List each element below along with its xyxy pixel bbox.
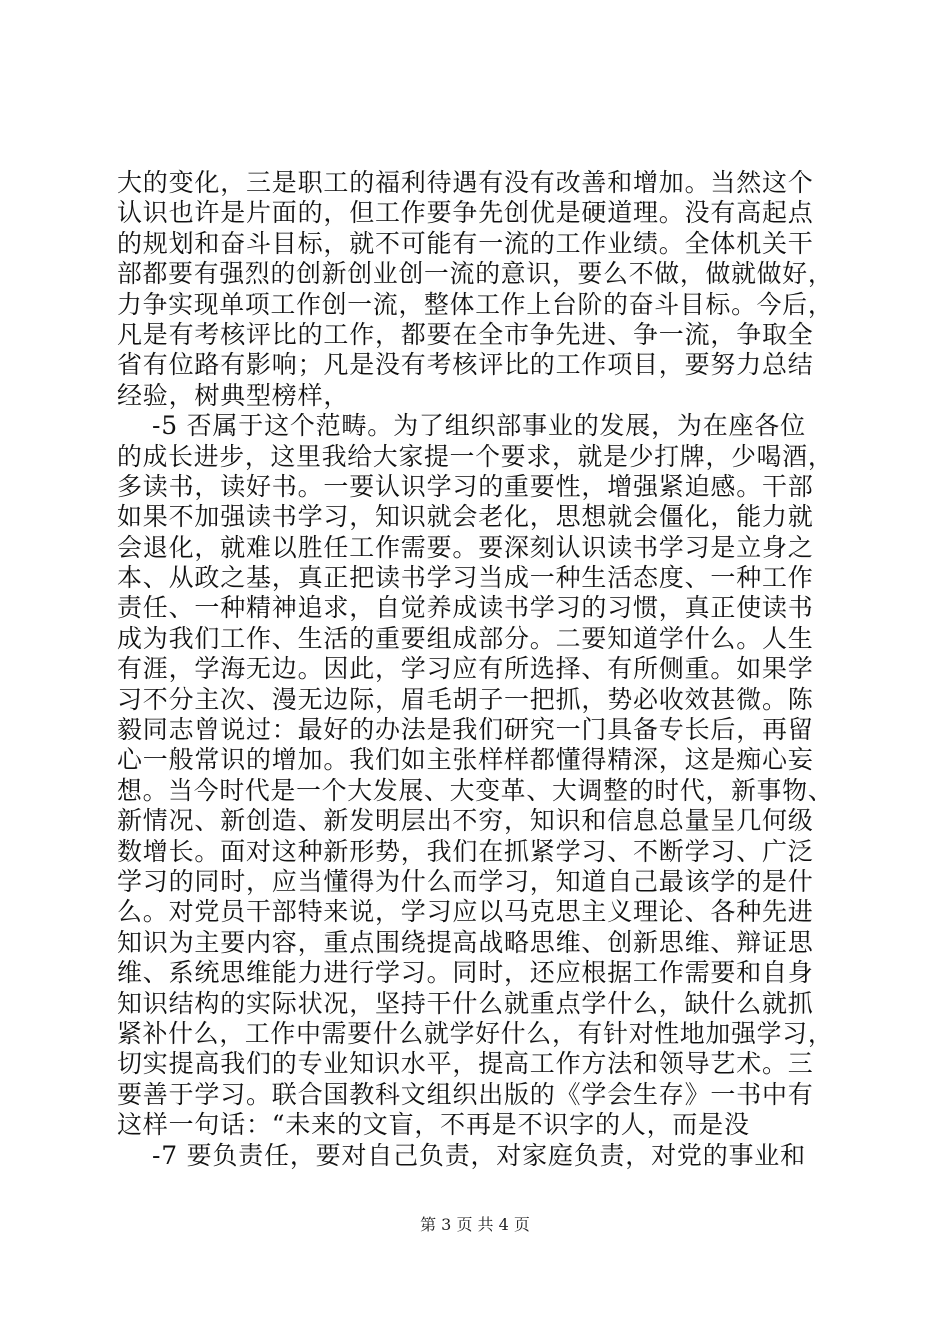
text-line: 么。对党员干部特来说，学习应以马克思主义理论、各种先进 [117,897,814,927]
text-line: 这样一句话：“未来的文盲，不再是不识字的人，而是没 [117,1110,750,1140]
text-line: 的规划和奋斗目标，就不可能有一流的工作业绩。全体机关干 [117,228,814,258]
text-line: 有涯，学海无边。因此，学习应有所选择、有所侧重。如果学 [117,654,814,684]
text-line: 习不分主次、漫无边际，眉毛胡子一把抓，势必收效甚微。陈 [117,684,814,714]
text-line: -5 否属于这个范畴。为了组织部事业的发展，为在座各位 [117,411,806,441]
page-footer: 第 3 页 共 4 页 [420,1215,530,1234]
text-line: 省有位路有影响；凡是没有考核评比的工作项目，要努力总结 [117,350,814,380]
text-line: 切实提高我们的专业知识水平，提高工作方法和领导艺术。三 [117,1049,814,1079]
text-line: -7 要负责任，要对自己负责，对家庭负责，对党的事业和 [117,1140,806,1170]
text-line: 部都要有强烈的创新创业创一流的意识，要么不做，做就做好， [117,259,834,289]
text-line: 心一般常识的增加。我们如主张样样都懂得精深，这是痴心妄 [117,745,814,775]
text-line: 知识结构的实际状况，坚持干什么就重点学什么，缺什么就抓 [117,988,814,1018]
text-line: 新情况、新创造、新发明层出不穷，知识和信息总量呈几何级 [117,806,814,836]
text-line: 如果不加强读书学习，知识就会老化，思想就会僵化，能力就 [117,502,814,532]
text-line: 数增长。面对这种新形势，我们在抓紧学习、不断学习、广泛 [117,836,814,866]
text-line: 多读书，读好书。一要认识学习的重要性，增强紧迫感。干部 [117,471,814,501]
text-line: 责任、一种精神追求，自觉养成读书学习的习惯，真正使读书 [117,593,814,623]
text-line: 成为我们工作、生活的重要组成部分。二要知道学什么。人生 [117,623,814,653]
text-line: 大的变化，三是职工的福利待遇有没有改善和增加。当然这个 [117,168,814,197]
text-line: 经验，树典型榜样， [117,380,350,410]
text-line: 紧补什么，工作中需要什么就学好什么，有针对性地加强学习， [117,1018,834,1048]
text-line: 的成长进步，这里我给大家提一个要求，就是少打牌，少喝酒， [117,441,834,471]
text-line: 毅同志曾说过：最好的办法是我们研究一门具备专长后，再留 [117,715,814,745]
text-line: 维、系统思维能力进行学习。同时，还应根据工作需要和自身 [117,958,814,988]
text-line: 凡是有考核评比的工作，都要在全市争先进、争一流，争取全 [117,319,814,349]
body-text [117,168,833,1171]
text-line: 本、从政之基，真正把读书学习当成一种生活态度、一种工作 [117,563,814,593]
text-line: 知识为主要内容，重点围绕提高战略思维、创新思维、辩证思 [117,927,814,957]
text-line: 力争实现单项工作创一流，整体工作上台阶的奋斗目标。今后， [117,289,834,319]
text-line: 想。当今时代是一个大发展、大变革、大调整的时代，新事物、 [117,775,834,805]
text-line: 会退化，就难以胜任工作需要。要深刻认识读书学习是立身之 [117,532,814,562]
text-line: 学习的同时，应当懂得为什么而学习，知道自己最该学的是什 [117,866,814,896]
text-line: 认识也许是片面的，但工作要争先创优是硬道理。没有高起点 [117,198,814,228]
text-line: 要善于学习。联合国教科文组织出版的《学会生存》一书中有 [117,1079,814,1109]
